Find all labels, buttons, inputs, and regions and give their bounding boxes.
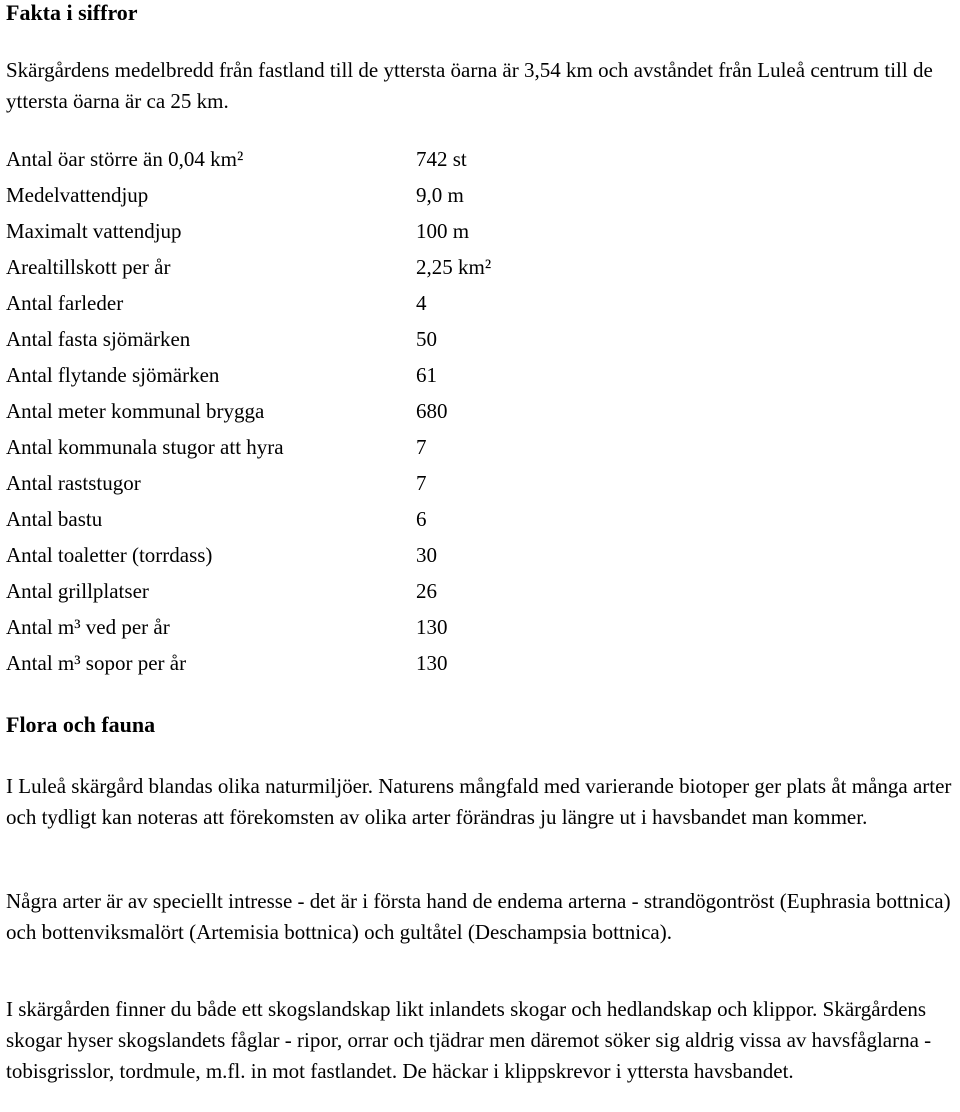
fact-row (6, 573, 606, 609)
fact-value: 7 (416, 471, 427, 495)
facts-table (6, 141, 606, 681)
fact-value: 9,0 m (416, 183, 464, 207)
fact-label: Antal kommunala stugor att hyra (6, 435, 284, 459)
fact-label: Antal m³ ved per år (6, 615, 170, 639)
fact-value: 26 (416, 579, 437, 603)
fact-label: Antal m³ sopor per år (6, 651, 187, 675)
fact-row (6, 321, 606, 357)
fact-value: 680 (416, 399, 448, 423)
fact-value: 130 (416, 651, 448, 675)
flora-paragraph: I skärgården finner du både ett skogslandskap likt inlandets skogar och hedlandskap och klippor. Skärgårdens skogar hyser skogslandets fåglar - ripor, orrar och tjädrar men däremot söker sig aldrig vissa av havsfåglarna - tobisgrisslor, tordmule, m.fl. in mot fastlandet. De häckar i klippskrevor i yttersta havsbandet. (6, 997, 932, 1083)
fact-row (6, 357, 606, 393)
fact-label: Antal meter kommunal brygga (6, 399, 265, 423)
fact-label: Antal flytande sjömärken (6, 363, 220, 387)
fact-row (6, 177, 606, 213)
facts-intro-paragraph: Skärgårdens medelbredd från fastland till de yttersta öarna är 3,54 km och avståndet från Luleå centrum till de yttersta öarna är ca 25 km. (6, 58, 933, 113)
fact-row (6, 141, 606, 177)
fact-row (6, 645, 606, 681)
flora-paragraph: I Luleå skärgård blandas olika naturmiljöer. Naturens mångfald med varierande biotoper ger plats åt många arter och tydligt kan noteras att förekomsten av olika arter förändras ju längre ut i havsbandet man kommer. (6, 774, 952, 829)
flora-paragraph: Några arter är av speciellt intresse - det är i första hand de endema arterna - strandögontröst (Euphrasia bottnica) och bottenviksmalört (Artemisia bottnica) och gultåtel (Deschampsia bottnica). (6, 889, 951, 944)
fact-row (6, 465, 606, 501)
fact-value: 7 (416, 435, 427, 459)
fact-value: 4 (416, 291, 427, 315)
flora-heading: Flora och fauna (6, 712, 156, 737)
fact-value: 742 st (416, 147, 467, 171)
fact-row (6, 249, 606, 285)
fact-value: 6 (416, 507, 427, 531)
fact-value: 2,25 km² (416, 255, 492, 279)
fact-label: Antal öar större än 0,04 km² (6, 147, 244, 171)
fact-label: Medelvattendjup (6, 183, 149, 207)
fact-row (6, 393, 606, 429)
fact-value: 30 (416, 543, 437, 567)
fact-value: 61 (416, 363, 437, 387)
fact-value: 100 m (416, 219, 470, 243)
fact-label: Antal fasta sjömärken (6, 327, 191, 351)
fact-value: 50 (416, 327, 437, 351)
fact-row (6, 501, 606, 537)
fact-label: Antal raststugor (6, 471, 141, 495)
fact-label: Antal toaletter (torrdass) (6, 543, 213, 567)
facts-heading: Fakta i siffror (6, 0, 138, 25)
fact-label: Antal farleder (6, 291, 124, 315)
fact-label: Arealtillskott per år (6, 255, 171, 279)
fact-row (6, 537, 606, 573)
fact-row (6, 429, 606, 465)
fact-row (6, 213, 606, 249)
fact-label: Maximalt vattendjup (6, 219, 182, 243)
fact-row (6, 609, 606, 645)
fact-row (6, 285, 606, 321)
fact-label: Antal grillplatser (6, 579, 149, 603)
fact-value: 130 (416, 615, 448, 639)
fact-label: Antal bastu (6, 507, 103, 531)
